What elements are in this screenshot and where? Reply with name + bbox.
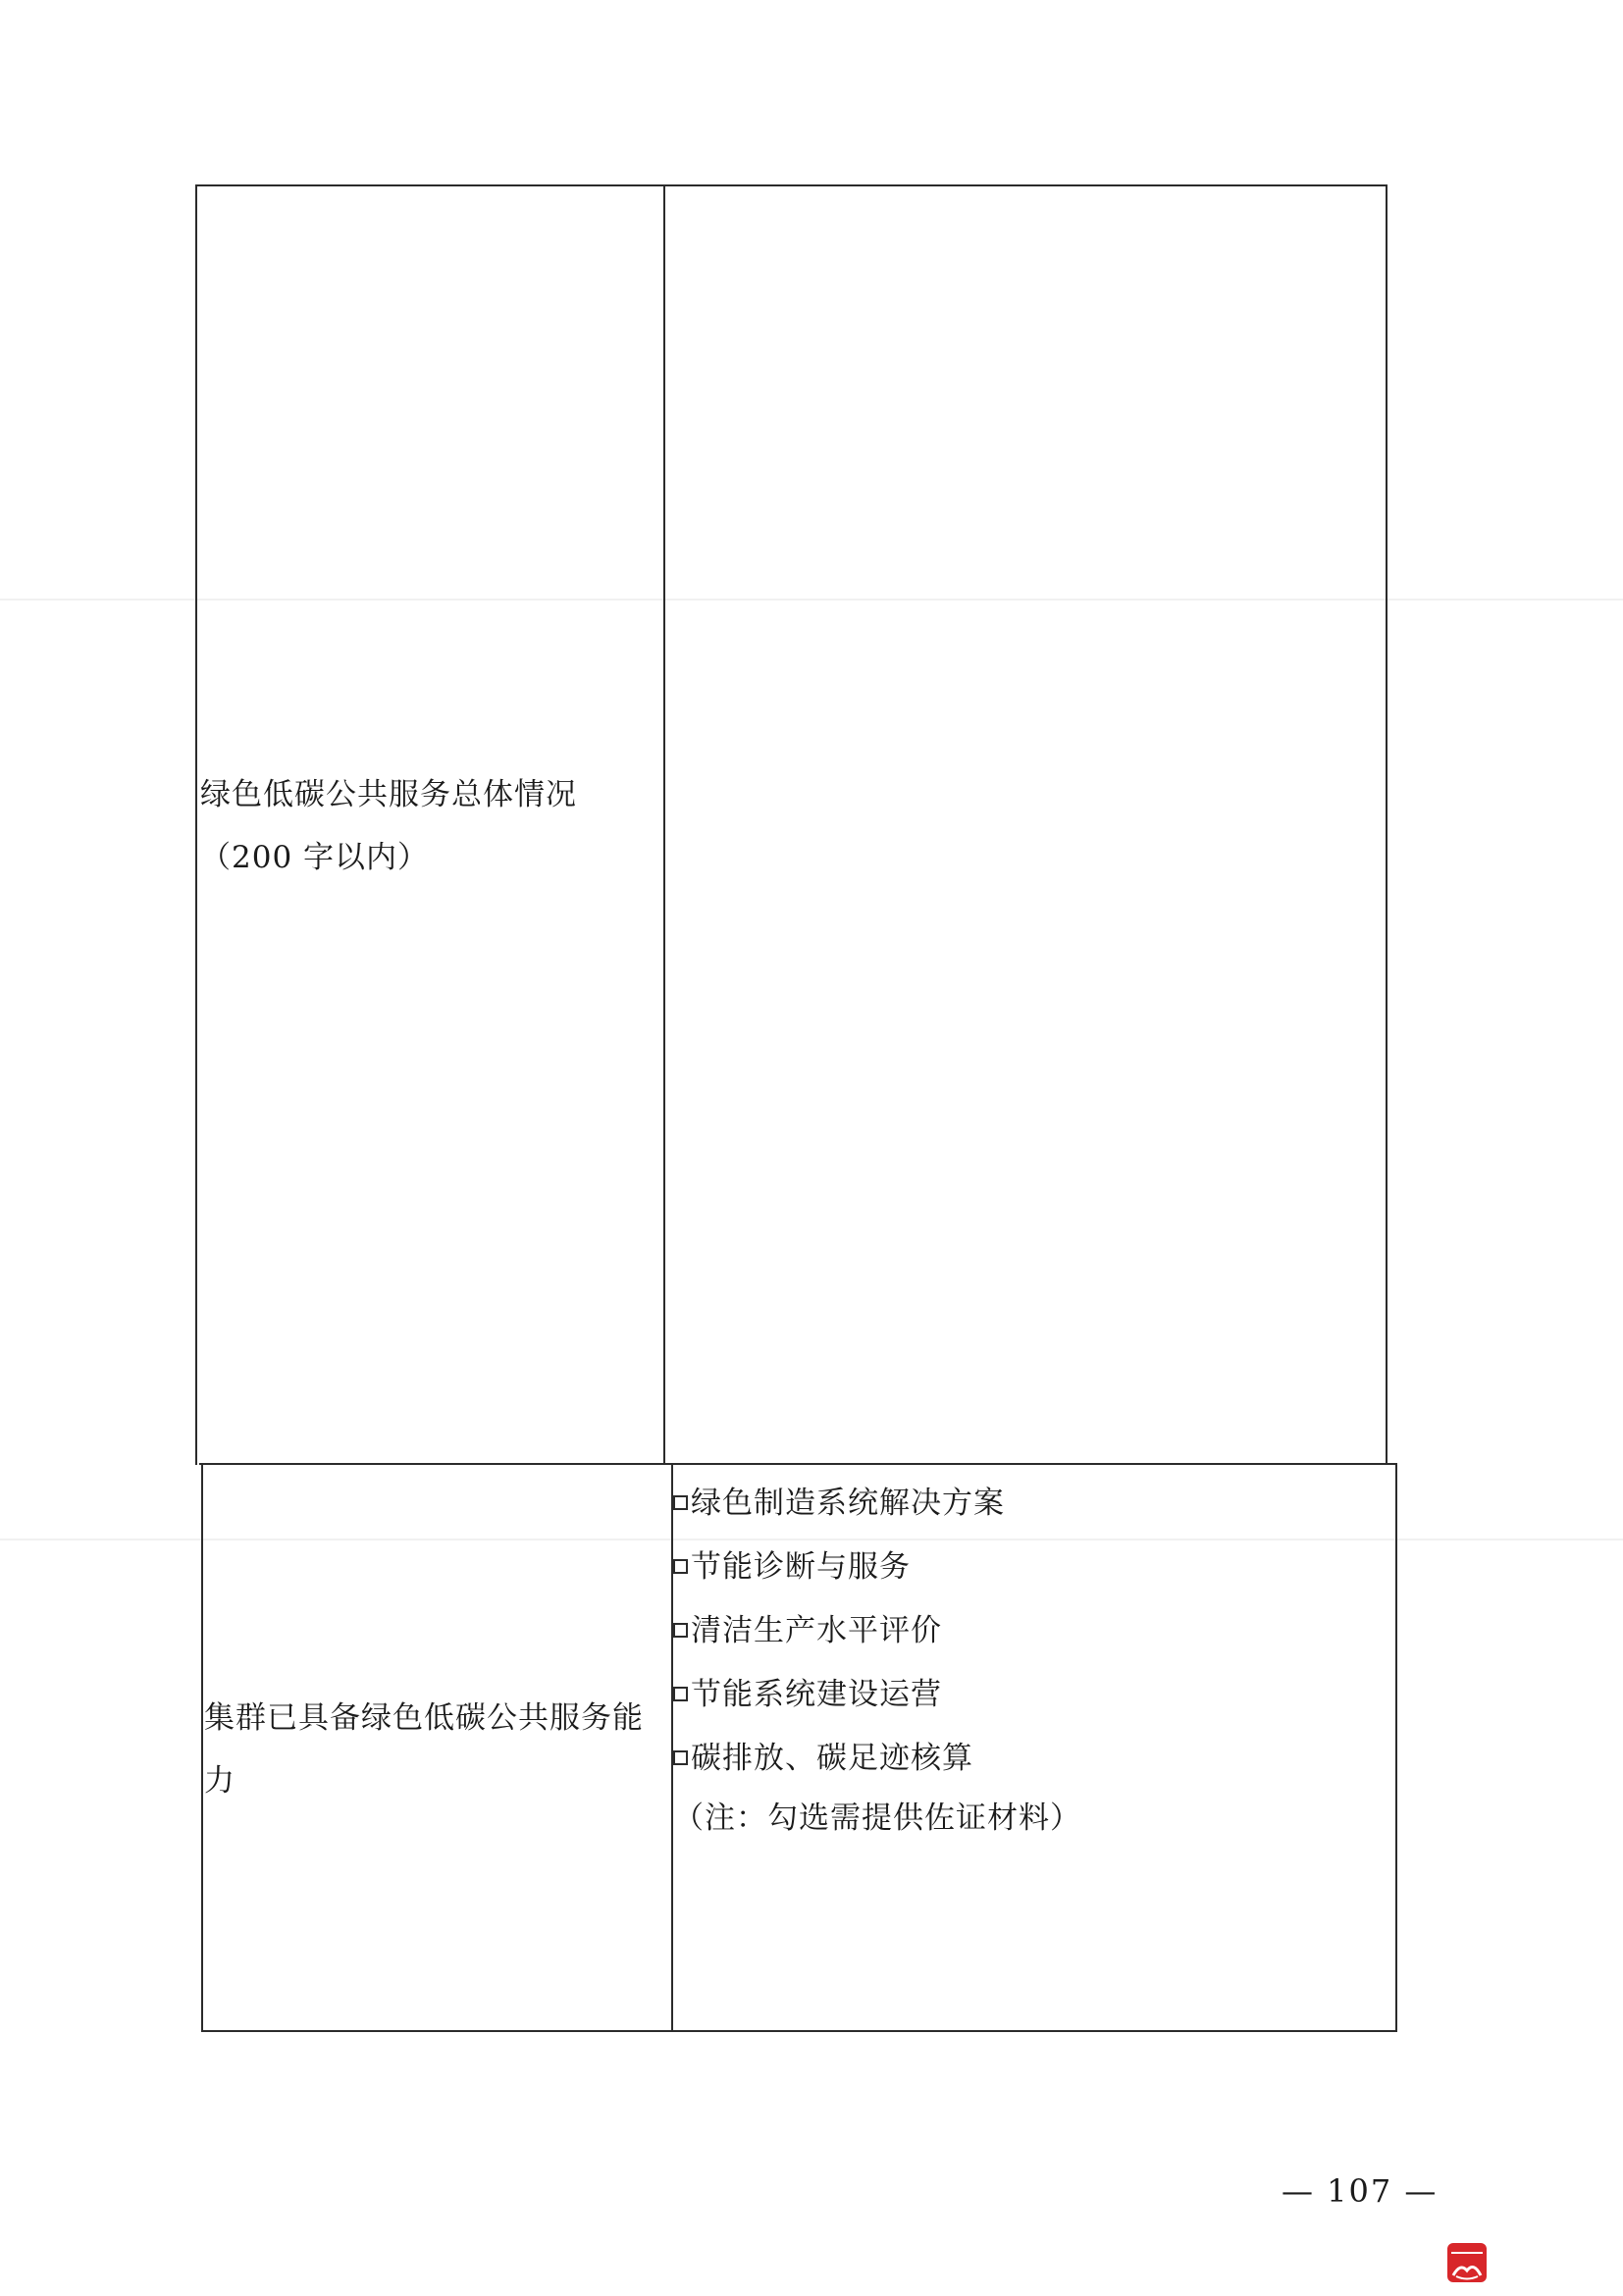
option-energy-system-operation[interactable] xyxy=(673,1659,1081,1723)
table-left-border-row2 xyxy=(201,1463,203,2032)
checkbox-icon[interactable] xyxy=(673,1750,688,1765)
table-bottom-border xyxy=(201,2030,1397,2032)
option-green-manufacturing-solution[interactable] xyxy=(673,1468,1081,1532)
table-top-border xyxy=(195,184,1387,186)
option-label: 碳排放、碳足迹核算 xyxy=(691,1741,973,1776)
option-cleaner-production-evaluation[interactable] xyxy=(673,1595,1081,1659)
row2-label-line2: 力 xyxy=(204,1763,236,1799)
option-label: 节能诊断与服务 xyxy=(691,1549,911,1585)
table-left-border-row1 xyxy=(195,184,197,1465)
option-note: （注：勾选需提供佐证材料） xyxy=(673,1800,1081,1836)
checkbox-icon[interactable] xyxy=(673,1495,688,1510)
row2-label-line1: 集群已具备绿色低碳公共服务能 xyxy=(204,1700,644,1736)
table-right-border-row1 xyxy=(1386,184,1387,1465)
row1-value-field[interactable] xyxy=(667,188,1384,1461)
option-carbon-accounting[interactable] xyxy=(673,1723,1081,1787)
option-energy-saving-diagnosis[interactable] xyxy=(673,1532,1081,1595)
option-label: 绿色制造系统解决方案 xyxy=(691,1486,1005,1521)
row1-label-line1: 绿色低碳公共服务总体情况 xyxy=(200,777,577,812)
option-label: 节能系统建设运营 xyxy=(691,1677,942,1712)
page-number: — 107 — xyxy=(1282,2172,1439,2210)
checkbox-icon[interactable] xyxy=(673,1687,688,1701)
row1-label-line2: （200 字以内） xyxy=(200,840,430,875)
row1-label xyxy=(200,763,577,889)
service-capability-options xyxy=(673,1468,1081,1851)
table-column-divider-row1 xyxy=(663,184,665,1465)
red-logo-stamp-icon xyxy=(1444,2241,1490,2284)
checkbox-icon[interactable] xyxy=(673,1623,688,1638)
checkbox-icon[interactable] xyxy=(673,1559,688,1574)
row2-label xyxy=(204,1687,644,1812)
option-label: 清洁生产水平评价 xyxy=(691,1613,942,1648)
table-right-border-row2 xyxy=(1395,1463,1397,2032)
table-row-divider xyxy=(199,1463,1397,1465)
